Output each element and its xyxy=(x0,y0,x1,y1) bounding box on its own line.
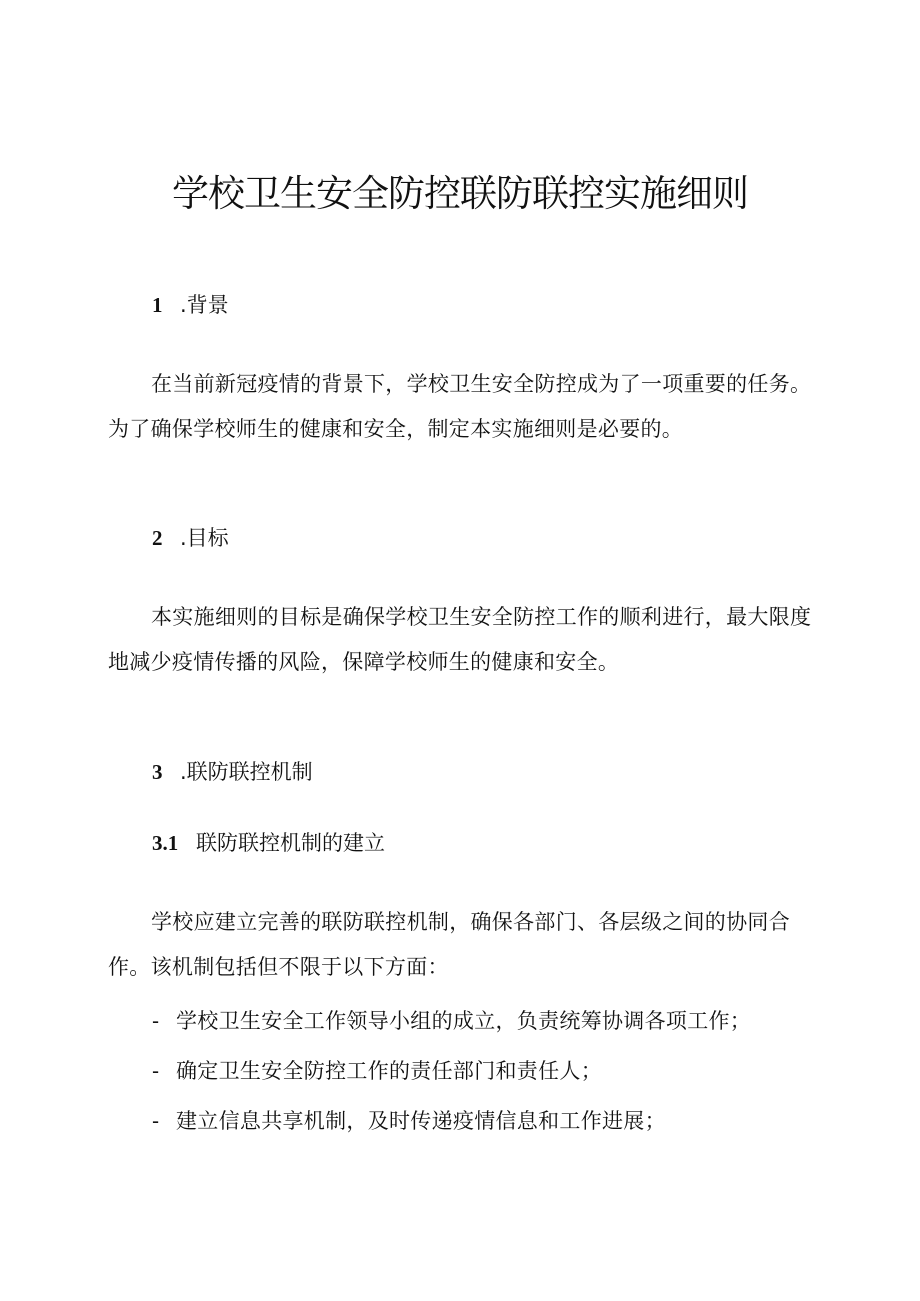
section-1-number: 1 xyxy=(152,293,163,317)
section-2-paragraph: 本实施细则的目标是确保学校卫生安全防控工作的顺利进行，最大限度地减少疫情传播的风险，保障学校师生的健康和安全。 xyxy=(108,605,812,674)
bullet-marker: - xyxy=(152,1059,160,1083)
list-item xyxy=(152,1006,751,1036)
list-item-text: 学校卫生安全工作领导小组的成立，负责统筹协调各项工作； xyxy=(176,1009,752,1033)
subsection-3-1-paragraph: 学校应建立完善的联防联控机制，确保各部门、各层级之间的协同合作。该机制包括但不限于以下方面： xyxy=(108,910,790,979)
bullet-marker: - xyxy=(152,1109,160,1133)
section-2-number: 2 xyxy=(152,526,163,550)
list-item xyxy=(152,1106,666,1136)
document-title: 学校卫生安全防控联防联控实施细则 xyxy=(172,172,748,215)
section-3-title: .联防联控机制 xyxy=(180,760,313,784)
list-item-text: 建立信息共享机制，及时传递疫情信息和工作进展； xyxy=(176,1109,666,1133)
list-item-text: 确定卫生安全防控工作的责任部门和责任人； xyxy=(176,1059,602,1083)
subsection-3-1-heading xyxy=(152,828,385,858)
bullet-marker: - xyxy=(152,1009,160,1033)
section-1-heading xyxy=(152,290,229,320)
subsection-3-1-title: 联防联控机制的建立 xyxy=(196,831,385,855)
section-1-title: .背景 xyxy=(180,293,229,317)
section-3-heading xyxy=(152,757,313,787)
list-item xyxy=(152,1056,602,1086)
section-3-number: 3 xyxy=(152,760,163,784)
section-2-title: .目标 xyxy=(180,526,229,550)
subsection-3-1-number: 3.1 xyxy=(152,831,179,855)
section-1-paragraph: 在当前新冠疫情的背景下，学校卫生安全防控成为了一项重要的任务。为了确保学校师生的健康和安全，制定本实施细则是必要的。 xyxy=(108,372,812,441)
section-2-heading xyxy=(152,523,229,553)
